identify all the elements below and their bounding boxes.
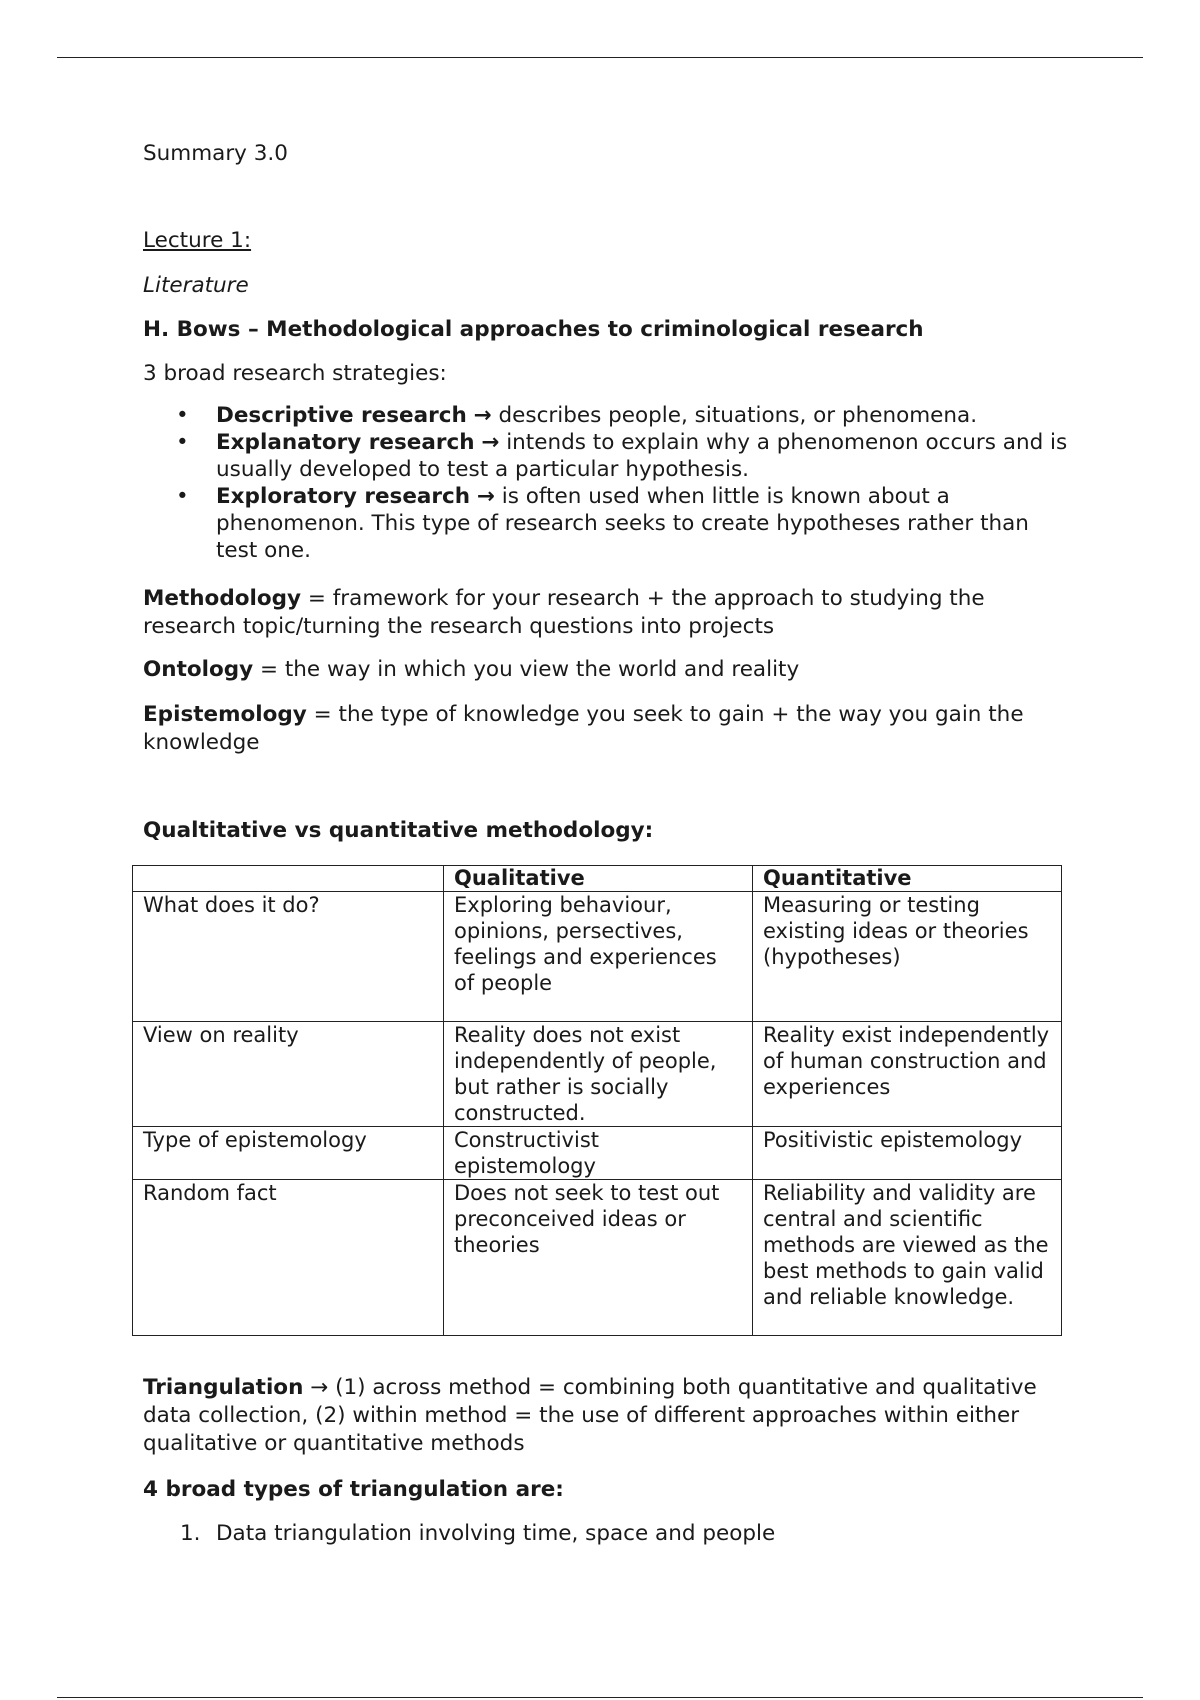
methodology-definition: [143, 585, 1073, 641]
definition-term: Ontology: [143, 657, 254, 682]
table-cell: Reliability and validity are central and scientific methods are viewed as the best methods to gain valid and reliable knowledge.: [753, 1180, 1062, 1336]
table-cell: Exploring behaviour, opinions, persectives, feelings and experiences of people: [444, 892, 753, 1022]
strategy-text: is often used when little is known about a phenomenon. This type of research seeks to create hypotheses rather than test one.: [216, 484, 1029, 563]
triangulation-types-list: [143, 1520, 775, 1548]
arrow-icon: →: [310, 1375, 329, 1400]
list-item: [143, 483, 1073, 564]
definition-text: = the type of knowledge you seek to gain + the way you gain the knowledge: [143, 702, 1024, 755]
table-cell: Positivistic epistemology: [753, 1127, 1062, 1180]
table-cell: Reality exist independently of human construction and experiences: [753, 1022, 1062, 1127]
triangulation-types-heading: 4 broad types of triangulation are:: [143, 1477, 564, 1502]
arrow-icon: →: [476, 484, 495, 509]
bullet-icon: •: [176, 403, 189, 428]
table-cell: Random fact: [133, 1180, 444, 1336]
arrow-icon: →: [481, 430, 500, 455]
table-row: [133, 1022, 1062, 1127]
definition-text: = framework for your research + the approach to studying the research topic/turning the research questions into projects: [143, 586, 985, 639]
page-title: Summary 3.0: [143, 141, 288, 166]
table-cell: Reality does not exist independently of people, but rather is socially constructed.: [444, 1022, 753, 1127]
comparison-heading: Qualtitative vs quantitative methodology:: [143, 818, 654, 843]
strategy-term: Exploratory research: [216, 484, 471, 509]
list-item: [143, 1520, 775, 1548]
source-heading: H. Bows – Methodological approaches to criminological research: [143, 317, 924, 342]
strategies-intro: 3 broad research strategies:: [143, 361, 447, 386]
epistemology-definition: [143, 701, 1073, 757]
lecture-heading: Lecture 1:: [143, 228, 252, 253]
table-row: [133, 1127, 1062, 1180]
arrow-icon: →: [473, 403, 492, 428]
table-header: [133, 866, 444, 892]
bullet-icon: •: [176, 484, 189, 509]
definition-text: (1) across method = combining both quantitative and qualitative data collection, (2) within method = the use of different approaches within either qualitative or quantitative methods: [143, 1375, 1037, 1456]
table-row: [133, 1180, 1062, 1336]
table-header-row: [133, 866, 1062, 892]
bullet-icon: •: [176, 430, 189, 455]
strategy-term: Descriptive research: [216, 403, 467, 428]
list-item-text: Data triangulation involving time, space and people: [216, 1521, 776, 1546]
table-cell: Does not seek to test out preconceived ideas or theories: [444, 1180, 753, 1336]
strategy-text: describes people, situations, or phenomena.: [491, 403, 978, 428]
ontology-definition: [143, 656, 799, 684]
strategy-term: Explanatory research: [216, 430, 475, 455]
table-header: Qualitative: [444, 866, 753, 892]
table-cell: Measuring or testing existing ideas or theories (hypotheses): [753, 892, 1062, 1022]
list-number: 1.: [180, 1521, 201, 1546]
table-cell: View on reality: [133, 1022, 444, 1127]
table-row: [133, 892, 1062, 1022]
definition-term: Methodology: [143, 586, 302, 611]
header-rule: [57, 57, 1143, 58]
comparison-table: [132, 865, 1062, 1336]
strategy-text: intends to explain why a phenomenon occurs and is usually developed to test a particular hypothesis.: [216, 430, 1068, 482]
list-item: [143, 429, 1073, 483]
table-cell: What does it do?: [133, 892, 444, 1022]
triangulation-definition: [143, 1374, 1073, 1458]
table-cell: Type of epistemology: [133, 1127, 444, 1180]
literature-label: Literature: [143, 273, 249, 298]
footer-rule: [57, 1697, 1143, 1698]
definition-term: Triangulation: [143, 1375, 304, 1400]
definition-term: Epistemology: [143, 702, 307, 727]
list-item: [143, 402, 1073, 429]
table-header: Quantitative: [753, 866, 1062, 892]
table-cell: Constructivist epistemology: [444, 1127, 753, 1180]
definition-text: = the way in which you view the world and reality: [253, 657, 800, 682]
strategies-list: [143, 402, 1073, 564]
